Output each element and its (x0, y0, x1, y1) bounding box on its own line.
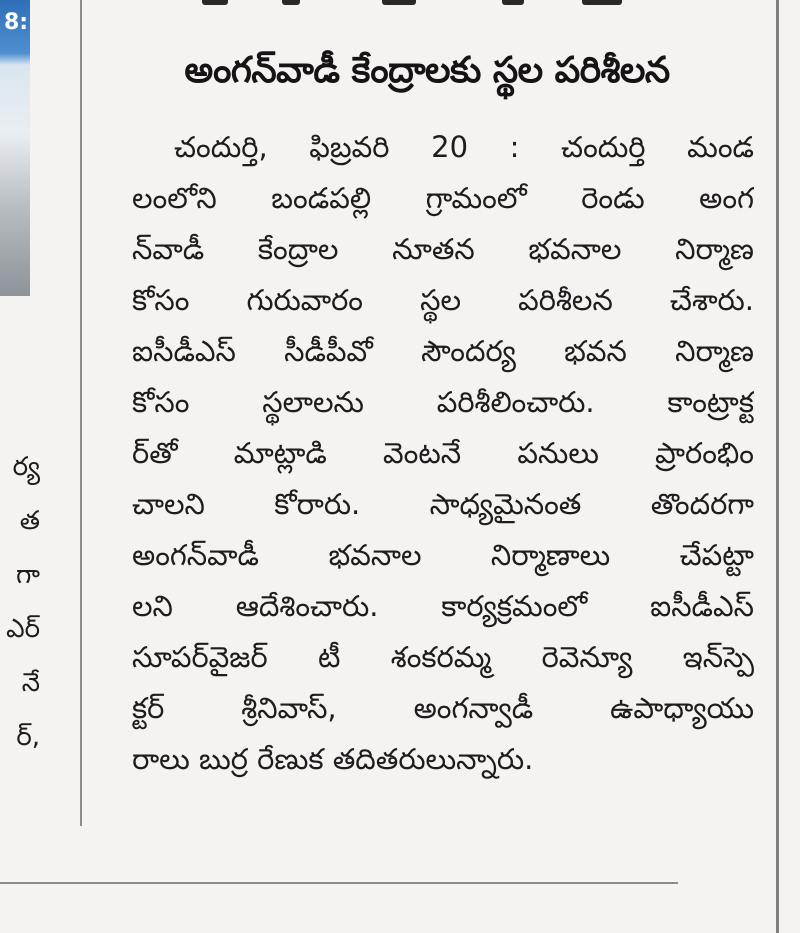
adjacent-photo-text: 8: (4, 10, 29, 35)
adjacent-text-fragment: త (19, 506, 40, 536)
adjacent-text-fragment: ర్య (12, 452, 40, 482)
right-column-divider (776, 0, 779, 933)
adjacent-text-fragment: ర్, (16, 722, 40, 752)
adjacent-text-fragments (0, 440, 78, 764)
news-article (100, 30, 754, 785)
article-body-line: కోసం గురువారం స్థల పరిశీలన చేశారు. (132, 283, 754, 317)
article-body-line: చందుర్తి, ఫిబ్రవరి 20 : చందుర్తి మండ (174, 130, 754, 164)
article-body-line: ర్‌తో మాట్లాడి వెంటనే పనులు ప్రారంభిం (132, 436, 754, 470)
adjacent-text-fragment: నే (21, 668, 40, 698)
article-headline: అంగన్‌వాడీ కేంద్రాలకు స్థల పరిశీలన (184, 50, 670, 91)
column-divider (80, 0, 82, 826)
article-body-line: లంలోని బండపల్లి గ్రామంలో రెండు అంగ (132, 181, 754, 215)
article-body-line: క్టర్ శ్రీనివాస్, అంగన్వాడీ ఉపాధ్యాయు (132, 691, 754, 725)
adjacent-column (0, 0, 78, 820)
article-body-line: లని ఆదేశించారు. కార్యక్రమంలో ఐసీడీఎస్ (132, 589, 754, 623)
article-body-line: కోసం స్థలాలను పరిశీలించారు. కాంట్రాక్ట (132, 385, 754, 419)
adjacent-text-fragment: ఎర్ (6, 614, 40, 644)
article-body-line: సూపర్‌వైజర్ టీ శంకరమ్మ రెవెన్యూ ఇన్‌స్పె (132, 640, 754, 674)
cropped-text-above (82, 0, 776, 6)
article-body (100, 122, 754, 785)
article-body-line: చాలని కోరారు. సాధ్యమైనంత తొందరగా (132, 487, 754, 521)
article-bottom-divider (0, 882, 678, 884)
adjacent-text-fragment: గా (16, 560, 40, 590)
article-body-line: ఐసీడీఎస్ సీడీపీవో సౌందర్య భవన నిర్మాణ (132, 334, 754, 368)
article-body-line: రాలు బుర్ర రేణుక తదితరులున్నారు. (132, 742, 534, 776)
adjacent-photo (0, 0, 30, 296)
article-body-line: అంగన్‌వాడీ భవనాల నిర్మాణాలు చేపట్టా (132, 538, 754, 572)
article-body-line: న్‌వాడీ కేంద్రాల నూతన భవనాల నిర్మాణ (132, 232, 754, 266)
